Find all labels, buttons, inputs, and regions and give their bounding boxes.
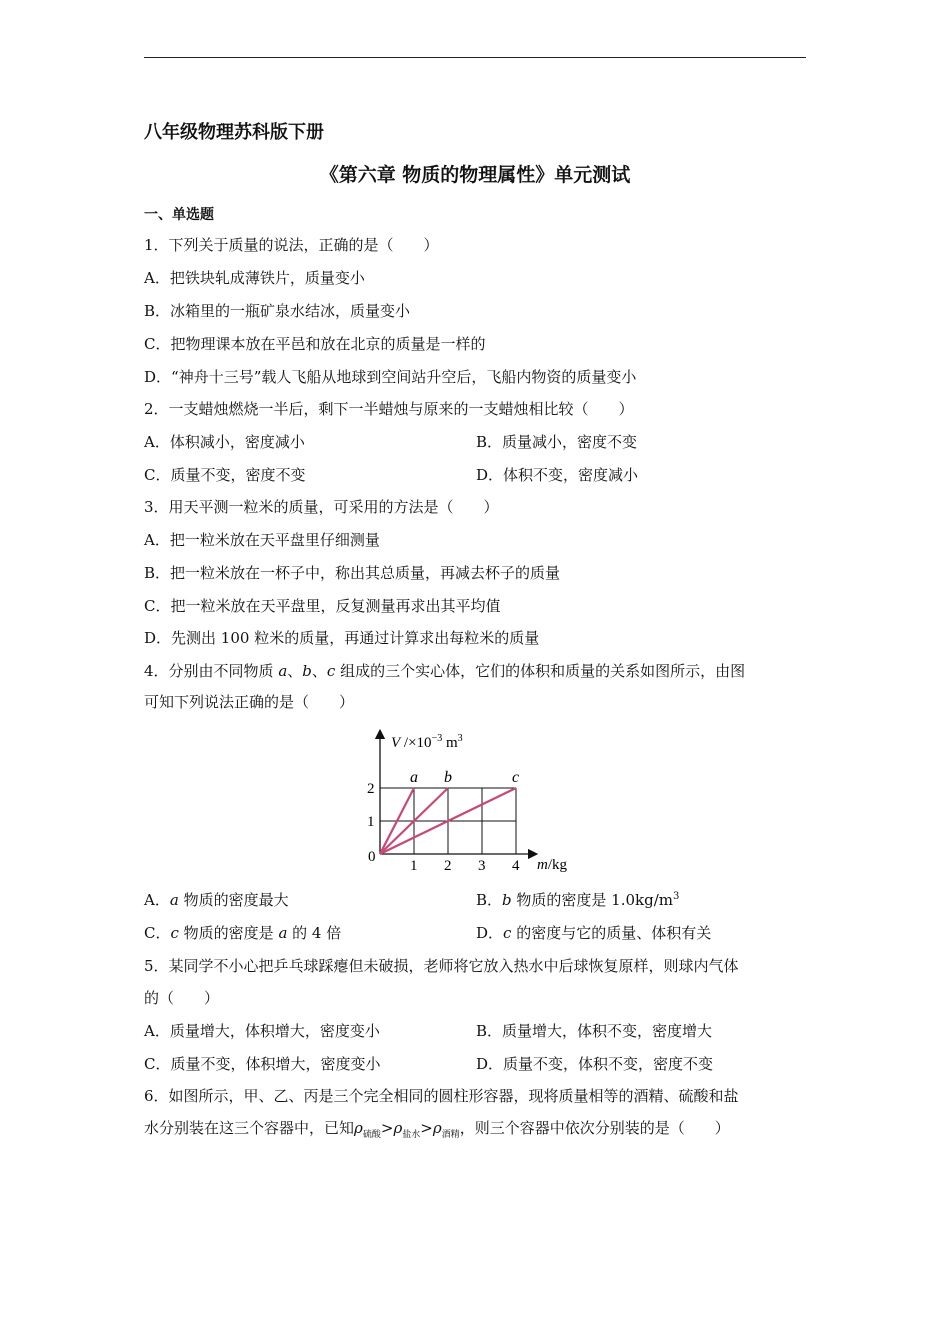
q6-rho-2: ρ — [393, 1119, 403, 1137]
q3-option-d: D．先测出 100 粒米的质量，再通过计算求出每粒米的质量 — [144, 629, 540, 647]
q6-rho-3: ρ — [432, 1119, 442, 1137]
q4-stem-line1 — [144, 661, 745, 681]
y-axis-unit: m — [442, 735, 458, 751]
q2-option-d: D．体积不变，密度减小 — [476, 466, 639, 484]
q4-sep: 、 — [287, 662, 303, 680]
q6-stem-line1: 6．如图所示，甲、乙、丙是三个完全相同的圆柱形容器，现将质量相等的酒精、硫酸和盐 — [144, 1087, 739, 1105]
q4-c-var1: c — [170, 924, 179, 942]
q5-option-c: C．质量不变，体积增大，密度变小 — [144, 1055, 381, 1073]
y-tick-label: 1 — [367, 814, 375, 830]
q3-option-c: C．把一粒米放在天平盘里，反复测量再求出其平均值 — [144, 597, 501, 615]
q6-gt-1: > — [380, 1119, 394, 1137]
q4-stem-text: 组成的三个实心体，它们的体积和质量的关系如图所示，由图 — [335, 662, 746, 680]
x-tick-label: 1 — [410, 858, 418, 874]
q6-sub-sulfuric: 硫酸 — [362, 1130, 381, 1140]
y-axis-var: V — [391, 735, 401, 751]
x-axis-var: m — [537, 857, 548, 873]
q4-option-c — [144, 923, 341, 943]
q5-option-a: A．质量增大，体积增大，密度变小 — [144, 1022, 380, 1040]
q4-d-var: c — [503, 924, 512, 942]
chart-ticks — [367, 781, 520, 874]
q4-option-d — [476, 923, 711, 943]
q4-d-text: 的密度与它的质量、体积有关 — [511, 924, 712, 942]
q6-sub-alcohol: 酒精 — [441, 1130, 460, 1140]
q1-stem: 1．下列关于质量的说法，正确的是（ ） — [144, 236, 439, 254]
q6-stem-line2 — [144, 1118, 730, 1138]
y-axis-exp: −3 — [431, 733, 443, 744]
q4-c-text: 物质的密度是 — [178, 924, 279, 942]
q4-a-prefix: A． — [144, 891, 170, 909]
q5-option-b: B．质量增大，体积不变，密度增大 — [476, 1022, 713, 1040]
q1-option-b: B．冰箱里的一瓶矿泉水结冰，质量变小 — [144, 302, 411, 320]
doc-subtitle: 八年级物理苏科版下册 — [144, 122, 324, 143]
q4-c-var2: a — [278, 924, 288, 942]
series-label-b: b — [444, 769, 452, 786]
q4-c-text2: 的 4 倍 — [287, 924, 342, 942]
x-axis-unit: /kg — [547, 857, 568, 873]
q1-option-d: D．“神舟十三号”载人飞船从地球到空间站升空后，飞船内物资的质量变小 — [144, 368, 637, 386]
q5-option-d: D．质量不变，体积不变，密度不变 — [476, 1055, 714, 1073]
q4-a-text: 物质的密度最大 — [178, 891, 289, 909]
q4-option-a — [144, 890, 289, 910]
q4-b-sup: 3 — [673, 891, 680, 902]
q2-option-a: A．体积减小，密度减小 — [144, 433, 305, 451]
q3-option-a: A．把一粒米放在天平盘里仔细测量 — [144, 531, 380, 549]
q4-option-b — [476, 890, 679, 910]
origin-label: 0 — [368, 849, 376, 865]
q1-option-a: A．把铁块轧成薄铁片，质量变小 — [144, 269, 365, 287]
q1-option-c: C．把物理课本放在平邑和放在北京的质量是一样的 — [144, 335, 486, 353]
q4-c-prefix: C． — [144, 924, 171, 942]
q6-text-pre: 水分别装在这三个容器中，已知 — [144, 1119, 355, 1137]
q2-option-b: B．质量减小，密度不变 — [476, 433, 638, 451]
q4-stem-line2: 可知下列说法正确的是（ ） — [144, 693, 355, 711]
q5-stem-line2: 的（ ） — [144, 989, 220, 1007]
series-label-a: a — [410, 769, 418, 786]
q4-b-var: b — [502, 891, 512, 909]
header-rule — [144, 57, 806, 58]
q6-gt-2: > — [420, 1119, 433, 1137]
x-axis-label — [537, 857, 568, 873]
q4-var-c: c — [326, 662, 336, 680]
y-axis-unit-pre: /×10 — [400, 735, 432, 751]
section-heading: 一、单选题 — [144, 207, 214, 223]
q4-var-a: a — [278, 662, 288, 680]
q6-text-post: ，则三个容器中依次分别装的是（ ） — [459, 1119, 730, 1137]
q4-var-b: b — [302, 662, 312, 680]
q5-stem-line1: 5．某同学不小心把乒乓球踩瘪但未破损，老师将它放入热水中后球恢复原样，则球内气体 — [144, 957, 739, 975]
chart-series — [380, 769, 519, 854]
q4-a-var: a — [169, 891, 179, 909]
x-tick-label: 3 — [478, 858, 486, 874]
y-tick-label: 2 — [367, 781, 375, 797]
q3-option-b: B．把一粒米放在一杯子中，称出其总质量，再减去杯子的质量 — [144, 564, 561, 582]
volume-mass-chart — [355, 728, 595, 878]
doc-title: 《第六章 物质的物理属性》单元测试 — [319, 164, 631, 186]
y-axis-unit-exp: 3 — [457, 733, 463, 744]
q4-d-prefix: D． — [476, 924, 504, 942]
q6-sub-brine: 盐水 — [402, 1130, 421, 1140]
series-label-c: c — [512, 769, 520, 786]
q4-b-prefix: B． — [476, 891, 503, 909]
x-tick-label: 4 — [512, 858, 520, 874]
q4-b-text: 物质的密度是 1.0kg/m — [511, 891, 674, 909]
x-tick-label: 2 — [444, 858, 452, 874]
q4-stem-text: 4．分别由不同物质 — [144, 662, 279, 680]
q4-sep: 、 — [311, 662, 327, 680]
y-axis-label — [391, 733, 463, 751]
q2-option-c: C．质量不变，密度不变 — [144, 466, 306, 484]
q3-stem: 3．用天平测一粒米的质量，可采用的方法是（ ） — [144, 498, 499, 516]
q6-rho-1: ρ — [354, 1119, 363, 1137]
q2-stem: 2．一支蜡烛燃烧一半后，剩下一半蜡烛与原来的一支蜡烛相比较（ ） — [144, 400, 634, 418]
